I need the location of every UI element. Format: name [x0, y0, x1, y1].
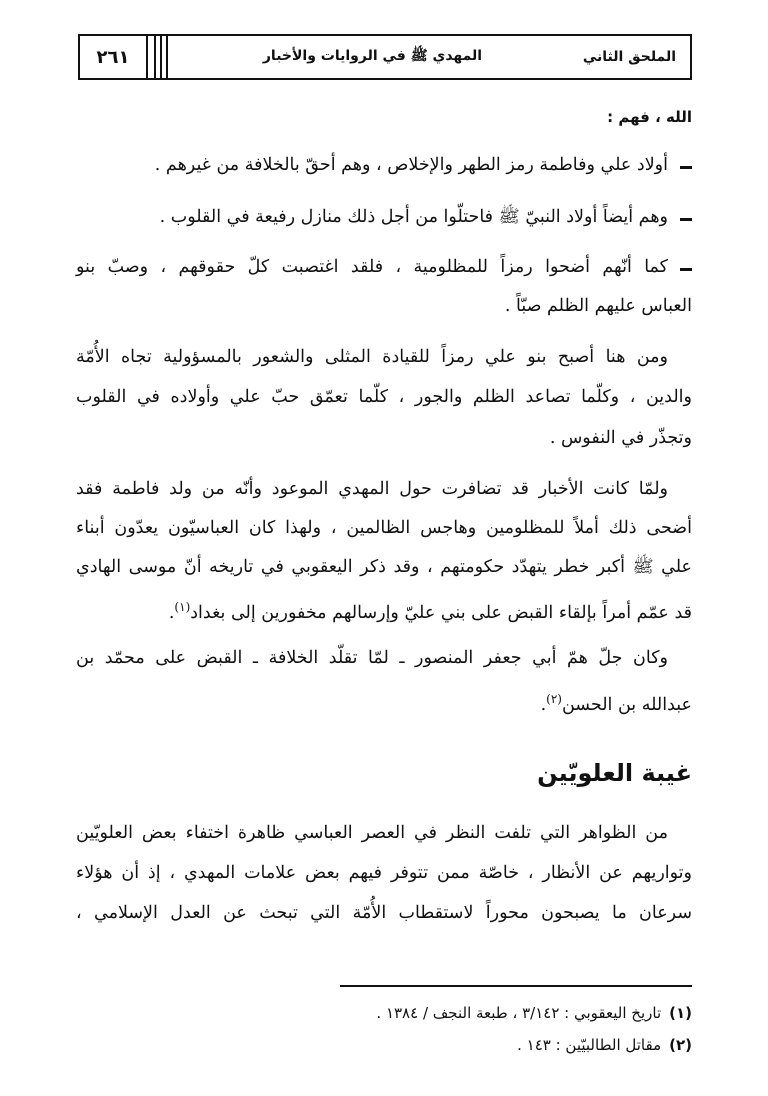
bullet-item-continuation: العباس عليهم الظلم صبّاً .: [504, 296, 692, 316]
bullet-item: كما أنّهم أضحوا رمزاً للمظلومية ، فلقد اغتصبت كلّ حقوقهم ، وصبّ بنو: [76, 257, 668, 277]
footnote-separator: [340, 985, 692, 987]
paragraph-line: [169, 594, 692, 626]
section-heading: غيبة العلويّين: [537, 759, 692, 787]
paragraph-text: عبدالله بن الحسن: [561, 694, 692, 715]
footnote-ref-1[interactable]: (١): [174, 600, 191, 614]
header-divider: [154, 36, 156, 78]
header-divider: [166, 36, 168, 78]
bullet-marker: [680, 166, 692, 169]
footnote-number: (٢): [669, 1036, 692, 1054]
paragraph-line: وكان جلّ همّ أبي جعفر المنصور ـ لمّا تقلّد الخلافة ـ القبض على محمّد بن: [76, 648, 668, 668]
paragraph-line: سرعان ما يصبحون محوراً لاستقطاب الأُمّة التي تبحث عن العدل الإسلامي ،: [76, 903, 692, 923]
book-title: المهدي ﷺ في الروايات والأخبار: [262, 48, 483, 64]
paragraph-line: وتواريهم عن الأنظار ، خاصّة ممن تتوفر فيهم بعض علامات المهدي ، إذ أن هؤلاء: [76, 863, 692, 883]
paragraph-line: [541, 686, 692, 718]
footnote-text: تاريخ اليعقوبي : ٣/١٤٢ ، طبعة النجف / ١٣٨٤ .: [376, 1004, 662, 1022]
running-header: [78, 34, 692, 80]
paragraph-line: من الظواهر التي تلفت النظر في العصر العباسي ظاهرة اختفاء بعض العلويّين: [76, 823, 668, 843]
footnote-1: [376, 1002, 692, 1024]
page-number: ٢٦١: [80, 36, 148, 78]
opening-line: الله ، فهم :: [607, 108, 692, 126]
paragraph-line: أضحى ذلك أملاً للمظلومين وهاجس الظالمين ، ولهذا كان العباسيّون يعدّون أبناء: [76, 518, 692, 538]
paragraph-line: علي ﷺ أكبر خطر يتهدّد حكومتهم ، وقد ذكر اليعقوبي في تاريخه أنّ موسى الهادي: [76, 557, 692, 577]
paragraph-line: ومن هنا أصبح بنو علي رمزاً للقيادة المثلى والشعور بالمسؤولية تجاه الأُمّة: [76, 347, 668, 367]
paragraph-line: ولمّا كانت الأخبار قد تضافرت حول المهدي الموعود وأنّه من ولد فاطمة فقد: [76, 479, 668, 499]
footnote-2: [517, 1034, 692, 1056]
footnote-number: (١): [669, 1004, 692, 1022]
bullet-item: أولاد علي وفاطمة رمز الطهر والإخلاص ، وهم أحقّ بالخلافة من غيرهم .: [154, 155, 668, 175]
paragraph-line: والدين ، وكلّما تصاعد الظلم والجور ، كلّما تعمّق حبّ علي وأولاده في القلوب: [76, 387, 692, 407]
paragraph-text: قد عمّم أمراً بإلقاء القبض على بني عليّ وإرسالهم مخفورين إلى بغداد: [190, 602, 692, 623]
paragraph-line: وتجذّر في النفوس .: [549, 428, 692, 448]
footnote-ref-2[interactable]: (٢): [546, 692, 562, 706]
bullet-marker: [680, 268, 692, 271]
paragraph-period: .: [168, 602, 175, 623]
bullet-item: وهم أيضاً أولاد النبيّ ﷺ فاحتلّوا من أجل ذلك منازل رفيعة في القلوب .: [159, 207, 668, 227]
bullet-marker: [680, 218, 692, 221]
header-divider: [160, 36, 162, 78]
paragraph-period: .: [540, 694, 547, 715]
section-title: الملحق الثاني: [582, 49, 676, 65]
footnote-text: مقاتل الطالبيّين : ١٤٣ .: [517, 1036, 662, 1054]
